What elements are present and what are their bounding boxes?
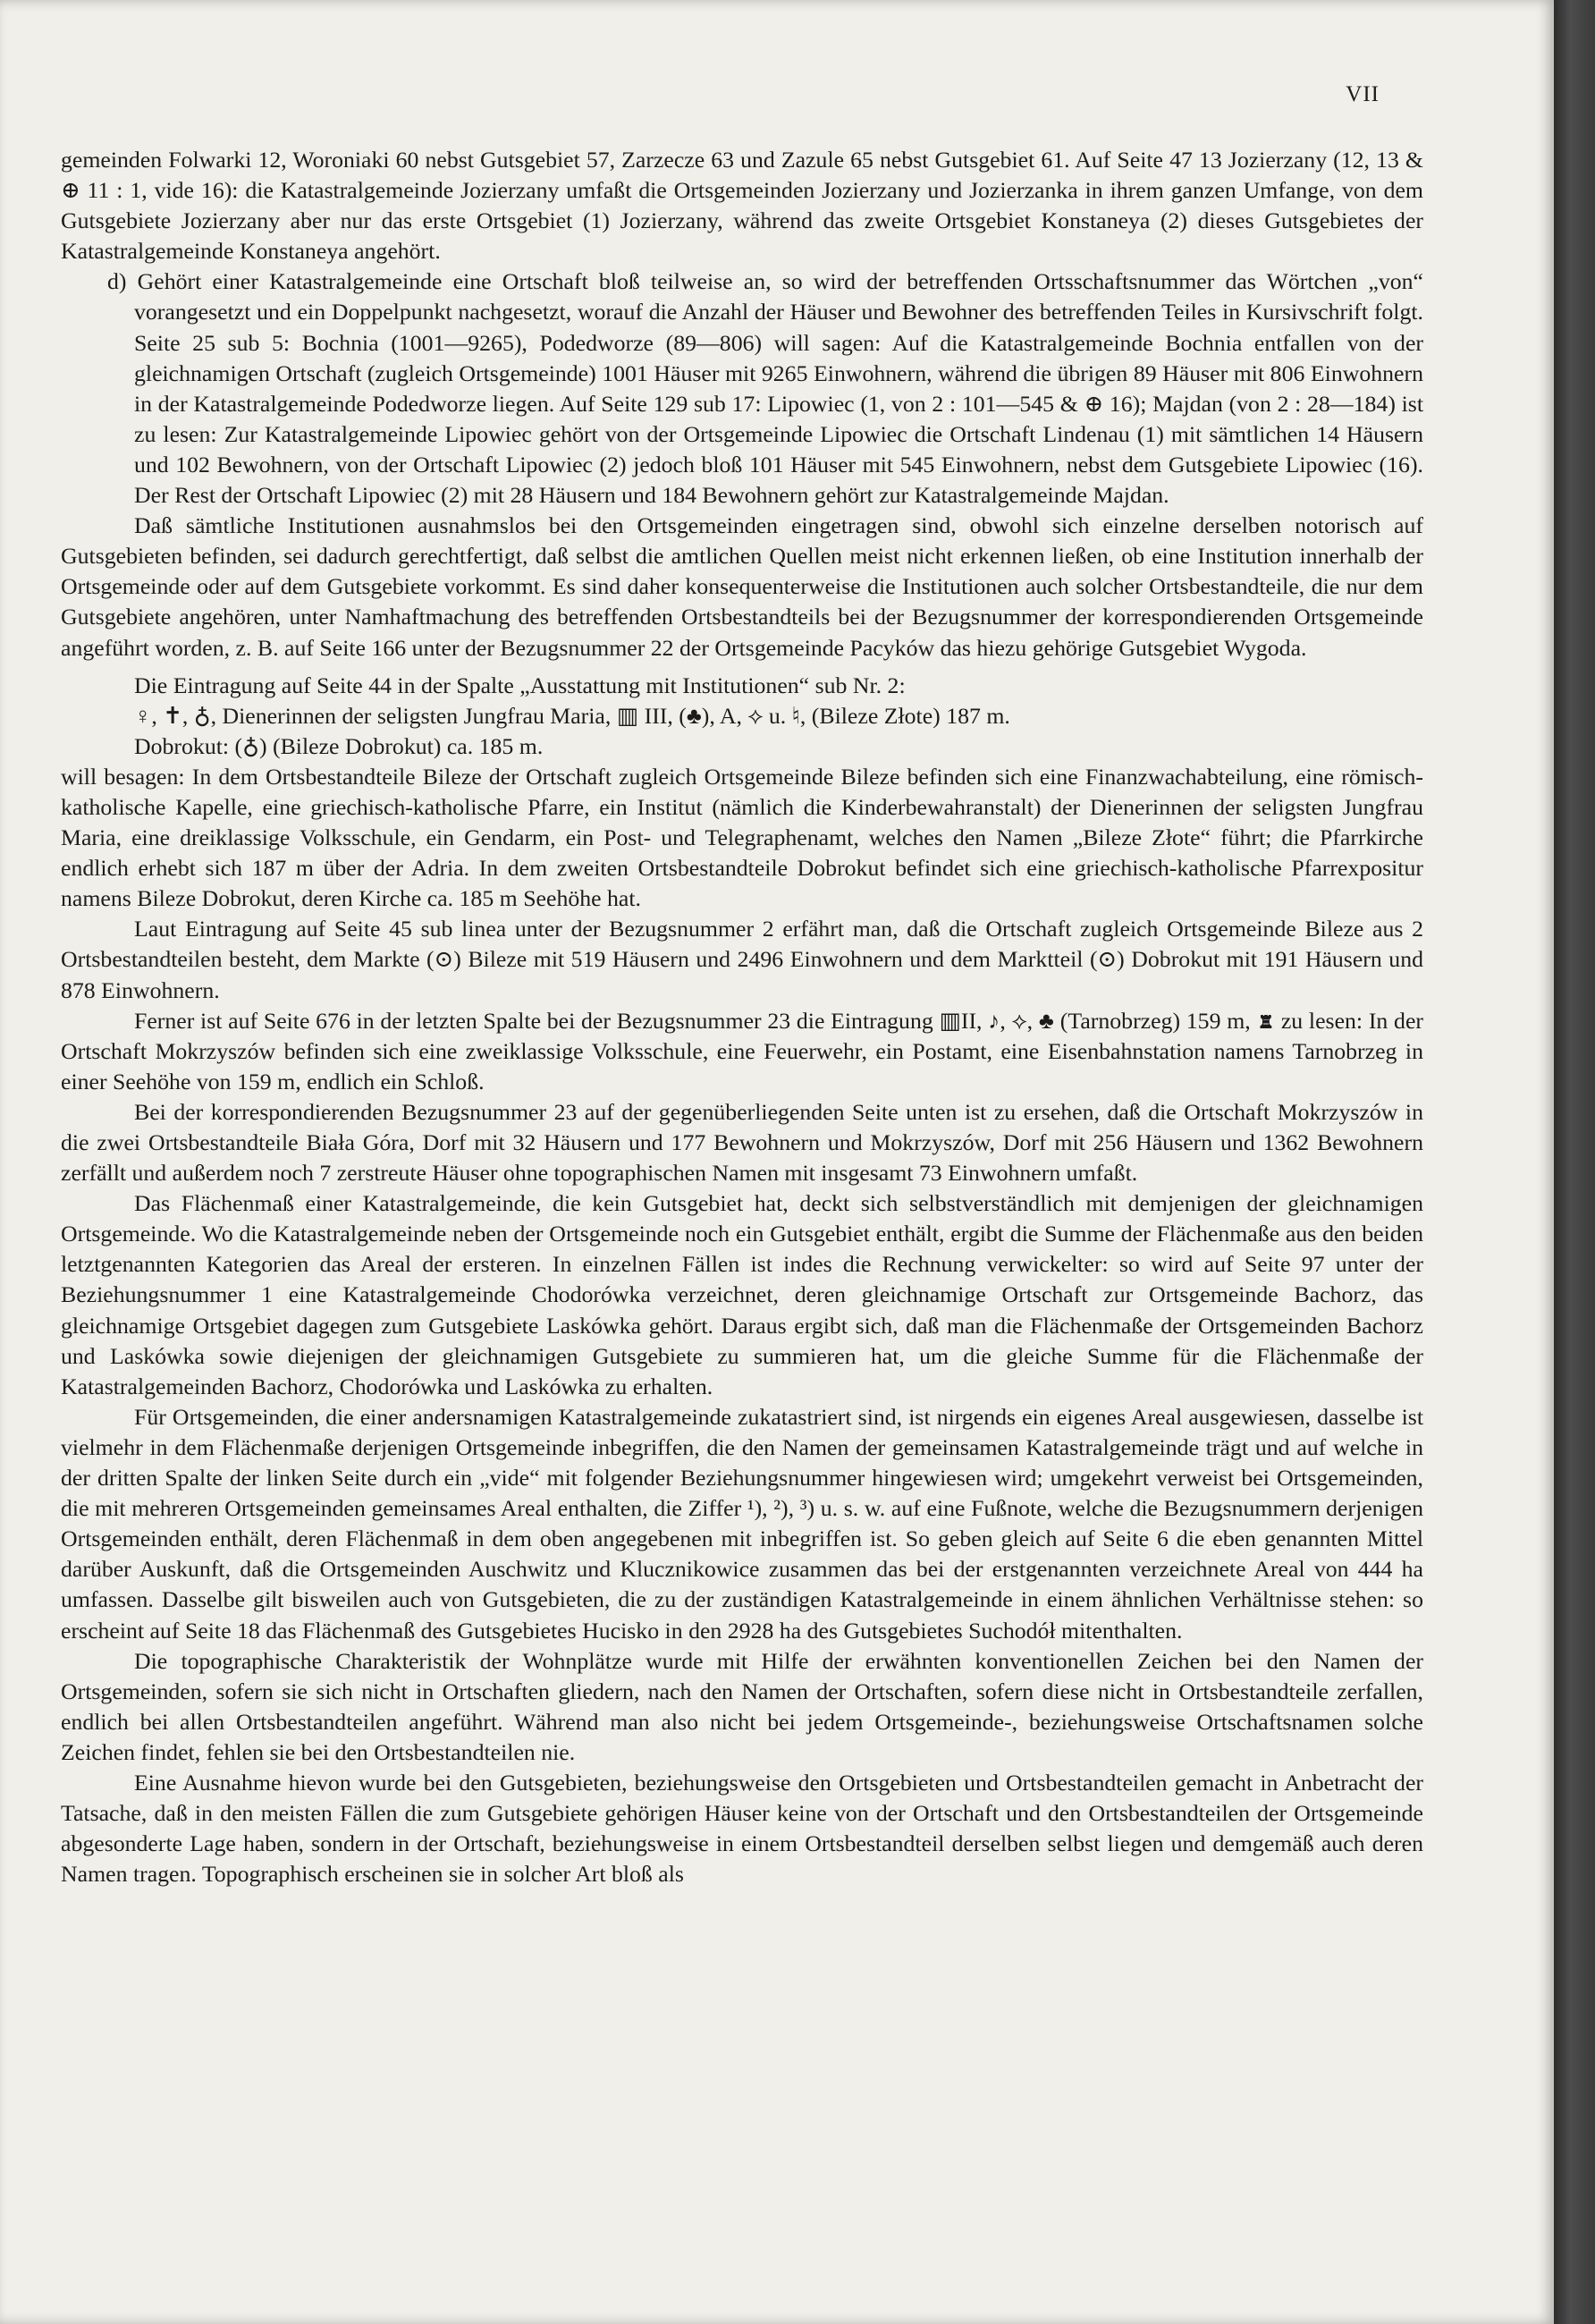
paragraph: Die topographische Charakteristik der Wohnplätze wurde mit Hilfe der erwähnten konventionellen Zeichen bei den Namen der Ortsgemeinden, sofern sie sich nicht in Ortschaften gliedern, nach den Namen der Ortschaften, sofern diese nicht in Ortsbestandteile zerfallen, endlich bei allen Ortsbestandteilen angeführt. Während man also nicht bei jedem Ortsgemeinde-, beziehungsweise Ortschaftsnamen solche Zeichen findet, fehlen sie bei den Ortsbestandteilen nie. [61, 1647, 1423, 1765]
paragraph: gemeinden Folwarki 12, Woroniaki 60 nebst Gutsgebiet 57, Zarzecze 63 und Zazule 65 nebst Gutsgebiet 61. Auf Seite 47 13 Jozierzany (12, 13 & ⊕ 11 : 1, vide 16): die Katastralgemeinde Jozierzany umfaßt die Ortsgemeinden Jozierzany und Jozierzanka in ihrem ganzen Umfange, von dem Gutsgebiete Jozierzany aber nur das erste Ortsgebiet (1) Jozierzany, während das zweite Ortsgebiet Konstaneya (2) dieses Gutsgebietes der Katastralgemeinde Konstaneya angehört. [61, 147, 1423, 265]
paragraph: Ferner ist auf Seite 676 in der letzten Spalte bei der Bezugsnummer 23 die Eintragung ▥II, ♪, ⟡, ♣ (Tarnobrzeg) 159 m, ♜ zu lesen: In der Ortschaft Mokrzyszów befinden sich eine zweiklassige Volksschule, eine Feuerwehr, ein Postamt, eine Eisenbahnstation namens Tarnobrzeg in einer Seehöhe von 159 m, endlich ein Schloß. [61, 1007, 1423, 1094]
body-text [61, 145, 1423, 1889]
paragraph: Das Flächenmaß einer Katastralgemeinde, die kein Gutsgebiet hat, deckt sich selbstverständlich mit demjenigen der gleichnamigen Ortsgemeinde. Wo die Katastralgemeinde neben der Ortsgemeinde noch ein Gutsgebiet enthält, ergibt die Summe der Flächenmaße aus den beiden letztgenannten Kategorien das Areal der ersteren. In einzelnen Fällen ist indes die Rechnung verwickelter: so wird auf Seite 97 unter der Beziehungsnummer 1 eine Katastralgemeinde Chodorówka verzeichnet, deren gleichnamige Ortschaft zur Ortsgemeinde Bachorz, das gleichnamige Ortsgebiet dagegen zum Gutsgebiete Laskówka gehört. Daraus ergibt sich, daß man die Flächenmaße der Ortsgemeinden Bachorz und Laskówka sowie diejenigen der gleichnamigen Gutsgebiete zu summieren hat, um die gleiche Summe für die Flächenmaße der Katastralgemeinden Bachorz, Chodorówka und Laskówka zu erhalten. [61, 1190, 1423, 1399]
example-entry-line: ♀, ✝, ♁, Dienerinnen der seligsten Jungfrau Maria, ▥ III, (♣), A, ⟡ u. ♮, (Bileze Złote) 187 m. [134, 702, 1010, 729]
paragraph: Für Ortsgemeinden, die einer andersnamigen Katastralgemeinde zukatastriert sind, ist nirgends ein eigenes Areal ausgewiesen, dasselbe ist vielmehr in dem Flächenmaße derjenigen Ortsgemeinde inbegriffen, die den Namen der gemeinsamen Katastralgemeinde trägt und auf welche in der dritten Spalte der linken Seite durch ein „vide“ mit folgender Beziehungsnummer hingewiesen wird; umgekehrt verweist bei Ortsgemeinden, die mit mehreren Ortsgemeinden gemeinsames Areal enthalten, die Ziffer ¹), ²), ³) u. s. w. auf eine Fußnote, welche die Bezugsnummern derjenigen Ortsgemeinden enthält, deren Flächenmaß in dem oben angegebenen mit inbegriffen ist. So geben gleich auf Seite 6 die eben genannten Mittel darüber Auskunft, daß die Ortsgemeinden Auschwitz und Klucznikowice zusammen das bei der erstgenannten verzeichnete Areal von 444 ha umfassen. Dasselbe gilt bisweilen auch von Gutsgebieten, die zu der zuständigen Katastralgemeinde in einem ähnlichen Verhältnisse stehen: so erscheint auf Seite 18 das Flächenmaß des Gutsgebietes Hucisko in den 2928 ha des Gutsgebietes Suchodół mitenthalten. [61, 1403, 1423, 1644]
paragraph: will besagen: In dem Ortsbestandteile Bileze der Ortschaft zugleich Ortsgemeinde Bileze befinden sich eine Finanzwachabteilung, eine römisch-katholische Kapelle, eine griechisch-katholische Pfarre, ein Institut (nämlich die Kinderbewahranstalt) der Dienerinnen der seligsten Jungfrau Maria, eine dreiklassige Volksschule, ein Gendarm, ein Post- und Telegraphenamt, welches den Namen „Bileze Złote“ führt; die Pfarrkirche endlich erhebt sich 187 m über der Adria. In dem zweiten Ortsbestandteile Dobrokut befindet sich eine griechisch-katholische Pfarrexpositur namens Bileze Dobrokut, deren Kirche ca. 185 m Seehöhe hat. [61, 763, 1423, 912]
page-number: VII [1346, 82, 1380, 106]
paragraph: Daß sämtliche Institutionen ausnahmslos bei den Ortsgemeinden eingetragen sind, obwohl sich einzelne derselben notorisch auf Gutsgebieten befinden, sei dadurch gerechtfertigt, daß selbst die amtlichen Quellen meist nicht erkennen ließen, ob eine Institution innerhalb der Ortsgemeinde oder auf dem Gutsgebiete vorkommt. Es sind daher konsequenterweise die Institutionen auch solcher Ortsbestandteile, die nur dem Gutsgebiete angehören, unter Namhaftmachung des betreffenden Ortsbestandteils bei der Bezugsnummer der korrespondierenden Ortsgemeinde angeführt worden, z. B. auf Seite 166 unter der Bezugsnummer 22 der Ortsgemeinde Pacyków das hiezu gehörige Gutsgebiet Wygoda. [61, 512, 1423, 661]
scan-edge-shadow [1554, 0, 1595, 2324]
paragraph: Laut Eintragung auf Seite 45 sub linea unter der Bezugsnummer 2 erfährt man, daß die Ortschaft zugleich Ortsgemeinde Bileze aus 2 Ortsbestandteilen besteht, dem Markte (⊙) Bileze mit 519 Häusern und 2496 Einwohnern und dem Marktteil (⊙) Dobrokut mit 191 Häusern und 878 Einwohnern. [61, 916, 1423, 1003]
example-entry-line: Dobrokut: (♁) (Bileze Dobrokut) ca. 185 m. [134, 732, 544, 759]
paragraph: Bei der korrespondierenden Bezugsnummer 23 auf der gegenüberliegenden Seite unten ist zu ersehen, daß die Ortschaft Mokrzyszów in die zwei Ortsbestandteile Biała Góra, Dorf mit 32 Häusern und 177 Bewohnern und Mokrzyszów, Dorf mit 256 Häusern und 1362 Bewohnern zerfällt und außerdem noch 7 zerstreute Häuser ohne topographischen Namen mit insgesamt 73 Einwohnern umfaßt. [61, 1098, 1423, 1187]
paragraph-note-d: d) Gehört einer Katastralgemeinde eine Ortschaft bloß teilweise an, so wird der betreffenden Ortsschaftsnummer das Wörtchen „von“ vorangesetzt und ein Doppelpunkt nachgesetzt, worauf die Anzahl der Häuser und Bewohner des betreffenden Teiles in Kursivschrift folgt. Seite 25 sub 5: Bochnia (1001—9265), Podedworze (89—806) will sagen: Auf die Katastralgemeinde Bochnia entfallen von der gleichnamigen Ortschaft (zugleich Ortsgemeinde) 1001 Häuser mit 9265 Einwohnern, während die übrigen 89 Häuser mit 806 Einwohnern in der Katastralgemeinde Podedworze liegen. Auf Seite 129 sub 17: Lipowiec (1, von 2 : 101—545 & ⊕ 16); Majdan (von 2 : 28—184) ist zu lesen: Zur Katastralgemeinde Lipowiec gehört von der Ortsgemeinde Lipowiec die Ortschaft Lindenau (1) mit sämtlichen 14 Häusern und 102 Bewohnern, von der Ortschaft Lipowiec (2) jedoch bloß 101 Häuser mit 545 Einwohnern, nebst dem Gutsgebiete Lipowiec (16). Der Rest der Ortschaft Lipowiec (2) mit 28 Häusern und 184 Bewohnern gehört zur Katastralgemeinde Majdan. [107, 268, 1423, 509]
paragraph: Eine Ausnahme hievon wurde bei den Gutsgebieten, beziehungsweise den Ortsgebieten und Ortsbestandteilen gemacht in Anbetracht der Tatsache, daß in den meisten Fällen die zum Gutsgebiete gehörigen Häuser keine von der Ortschaft und den Ortsbestandteilen der Ortsgemeinde abgesonderte Lage haben, sondern in der Ortschaft, beziehungsweise in einem Ortsbestandteil derselben selbst liegen und demgemäß auch deren Namen tragen. Topographisch erscheinen sie in solcher Art bloß als [61, 1769, 1423, 1888]
paragraph: Die Eintragung auf Seite 44 in der Spalte „Ausstattung mit Institutionen“ sub Nr. 2: [134, 672, 906, 698]
